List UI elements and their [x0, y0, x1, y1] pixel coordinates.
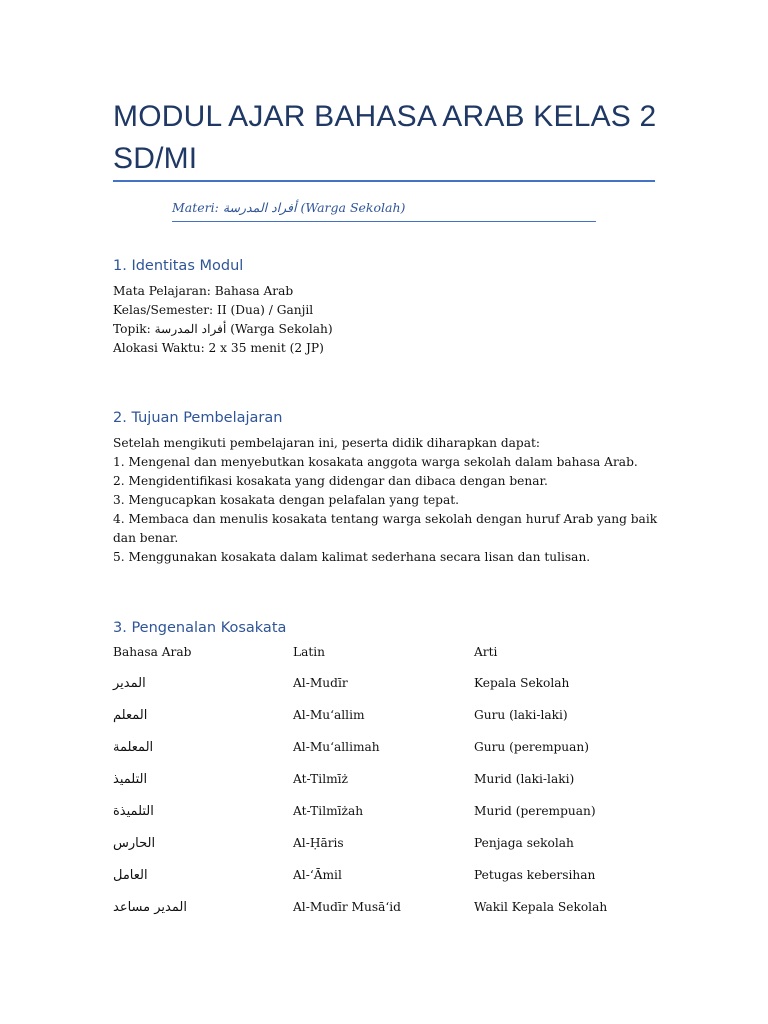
tujuan-intro: Setelah mengikuti pembelajaran ini, peserta didik diharapkan dapat:: [113, 436, 541, 450]
cell-latin: Al-‘Āmil: [293, 868, 342, 882]
cell-arab: المدير مساعد: [113, 900, 187, 915]
section-heading-identitas: 1. Identitas Modul: [113, 258, 244, 274]
identitas-line: Alokasi Waktu: 2 x 35 menit (2 JP): [113, 341, 324, 355]
identitas-line: Kelas/Semester: II (Dua) / Ganjil: [113, 303, 314, 317]
tujuan-item: 1. Mengenal dan menyebutkan kosakata anggota warga sekolah dalam bahasa Arab.: [113, 455, 638, 469]
cell-latin: Al-Mudīr Musā‘id: [293, 900, 401, 914]
cell-latin: Al-Mu‘allim: [293, 708, 365, 722]
cell-arab: التلميذة: [113, 804, 154, 819]
column-header-latin: Latin: [293, 645, 326, 659]
identitas-content: [113, 282, 658, 358]
cell-latin: Al-Ḥāris: [293, 836, 344, 850]
column-header-arab: Bahasa Arab: [113, 645, 192, 659]
cell-latin: Al-Mudīr: [293, 676, 348, 690]
table-row: [113, 740, 673, 760]
identitas-line: Topik: أفراد المدرسة (Warga Sekolah): [113, 322, 333, 336]
cell-arti: Murid (perempuan): [474, 804, 596, 818]
tujuan-item: 2. Mengidentifikasi kosakata yang didengar dan dibaca dengan benar.: [113, 474, 548, 488]
cell-latin: At-Tilmīżah: [293, 804, 364, 818]
cell-arti: Kepala Sekolah: [474, 676, 570, 690]
section-heading-kosakata: 3. Pengenalan Kosakata: [113, 620, 287, 636]
tujuan-item: 4. Membaca dan menulis kosakata tentang warga sekolah dengan huruf Arab yang baik dan benar.: [113, 512, 658, 545]
column-header-arti: Arti: [474, 645, 498, 659]
table-row: [113, 836, 673, 856]
section-heading-tujuan: 2. Tujuan Pembelajaran: [113, 410, 283, 426]
table-row: [113, 708, 673, 728]
subtitle: Materi: أفراد المدرسة (Warga Sekolah): [172, 200, 406, 215]
table-row: [113, 772, 673, 792]
tujuan-item: 5. Menggunakan kosakata dalam kalimat sederhana secara lisan dan tulisan.: [113, 550, 591, 564]
cell-arti: Guru (perempuan): [474, 740, 590, 754]
cell-arti: Guru (laki-laki): [474, 708, 568, 722]
cell-latin: Al-Mu‘allimah: [293, 740, 380, 754]
cell-arab: المعلمة: [113, 740, 154, 755]
identitas-line: Mata Pelajaran: Bahasa Arab: [113, 284, 294, 298]
table-row: [113, 900, 673, 920]
cell-arab: المدير: [113, 676, 146, 691]
cell-arab: الحارس: [113, 836, 156, 851]
cell-arti: Murid (laki-laki): [474, 772, 575, 786]
cell-arab: التلميذ: [113, 772, 148, 787]
cell-arab: العامل: [113, 868, 148, 883]
cell-arti: Penjaga sekolah: [474, 836, 574, 850]
document-title: MODUL AJAR BAHASA ARAB KELAS 2 SD/MI: [113, 100, 657, 175]
title-divider: [113, 180, 655, 182]
subtitle-divider: [172, 221, 596, 222]
table-row: [113, 676, 673, 696]
tujuan-item: 3. Mengucapkan kosakata dengan pelafalan yang tepat.: [113, 493, 460, 507]
table-row: [113, 804, 673, 824]
cell-arab: المعلم: [113, 708, 148, 723]
cell-arti: Petugas kebersihan: [474, 868, 596, 882]
cell-latin: At-Tilmīż: [293, 772, 348, 786]
vocab-table-header: [113, 645, 673, 665]
tujuan-content: [113, 434, 658, 567]
table-row: [113, 868, 673, 888]
cell-arti: Wakil Kepala Sekolah: [474, 900, 608, 914]
